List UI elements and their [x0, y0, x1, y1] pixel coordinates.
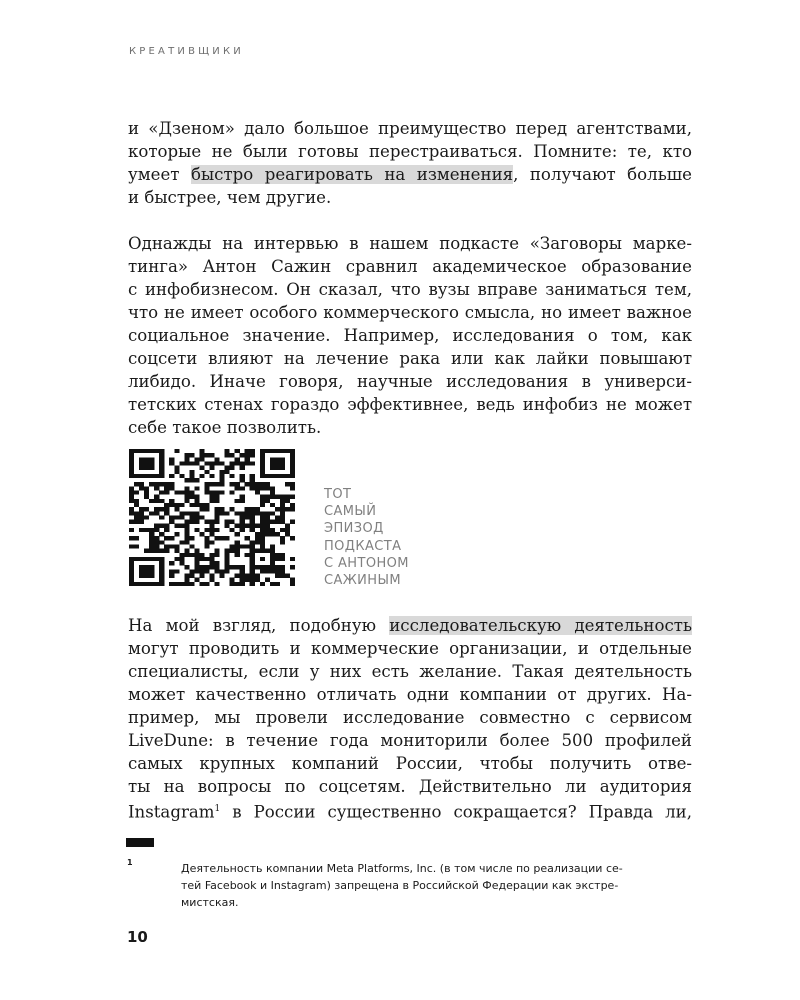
text-line: специалисты, если у них есть желание. Такая деятельность	[128, 662, 692, 681]
qr-modules	[129, 449, 295, 586]
text-line: которые не были готовы перестраиваться. Помните: те, кто	[128, 142, 692, 161]
text-line: тетских стенах гораздо эффективнее, ведь инфобиз не может	[128, 395, 692, 414]
text-line: соцсети влияют на лечение рака или как лайки повышают	[128, 349, 692, 368]
qr-code[interactable]	[129, 449, 295, 586]
highlighted-phrase: быстро реагировать на изменения	[190, 165, 514, 184]
text-line	[128, 798, 692, 824]
text-run: На мой взгляд, подобную	[128, 616, 390, 635]
qr-caption-line: САЖИНЫМ	[324, 573, 401, 589]
text-line: может качественно отличать одни компании от других. На-	[128, 685, 692, 704]
text-line: ты на вопросы по соцсетям. Действительно ли аудитория	[128, 777, 692, 796]
text-line: пример, мы провели исследование совместно с сервисом	[128, 708, 692, 727]
text-line: себе такое позволить.	[128, 418, 322, 437]
footnote-text	[181, 860, 692, 911]
text-run: Instagram	[128, 802, 215, 822]
qr-caption-line: С АНТОНОМ	[324, 555, 409, 571]
text-line: либидо. Иначе говоря, научные исследования в универси-	[128, 372, 692, 391]
footnote-line: тей Facebook и Instagram) запрещена в Российской Федерации как экстре-	[181, 879, 619, 892]
text-line: самых крупных компаний России, чтобы получить отве-	[128, 754, 692, 773]
text-line: что не имеет особого коммерческого смысла, но имеет важное	[128, 303, 692, 322]
text-run: , получают больше	[513, 165, 692, 184]
footnote-line: Деятельность компании Meta Platforms, Inc. (в том числе по реализации се-	[181, 862, 623, 875]
paragraph-3	[128, 614, 692, 824]
running-head: КРЕАТИВЩИКИ	[129, 46, 244, 57]
text-run: умеет	[128, 165, 191, 184]
text-line: с инфобизнесом. Он сказал, что вузы вправе заниматься тем,	[128, 280, 692, 299]
text-line: и быстрее, чем другие.	[128, 188, 332, 207]
text-line: Однажды на интервью в нашем подкасте «Заговоры марке-	[128, 234, 692, 253]
qr-caption-line: САМЫЙ	[324, 504, 377, 520]
paragraph-1	[128, 117, 692, 209]
text-line	[128, 163, 692, 186]
footnote-mark: 1	[127, 858, 133, 867]
text-line	[128, 614, 692, 637]
text-run: в России существенно сокращается? Правда ли,	[220, 802, 692, 822]
highlighted-phrase: исследовательскую деятельность	[389, 616, 692, 635]
qr-caption-line: ЭПИЗОД	[324, 521, 384, 537]
footnote-line: мистская.	[181, 896, 239, 909]
text-line: могут проводить и коммерческие организации, и отдельные	[128, 639, 692, 658]
qr-caption-line: ТОТ	[324, 487, 352, 502]
qr-caption-line: ПОДКАСТА	[324, 538, 402, 554]
paragraph-2	[128, 232, 692, 439]
footnote-reference[interactable]: 1	[214, 804, 221, 814]
page-number: 10	[127, 928, 148, 946]
text-line: LiveDune: в течение года мониторили более 500 профилей	[128, 731, 692, 750]
text-line: социальное значение. Например, исследования о том, как	[128, 326, 692, 345]
text-line: тинга» Антон Сажин сравнил академическое образование	[128, 257, 692, 276]
footnote-separator	[126, 838, 154, 847]
text-line: и «Дзеном» дало большое преимущество перед агентствами,	[128, 119, 692, 138]
qr-caption	[324, 486, 409, 589]
